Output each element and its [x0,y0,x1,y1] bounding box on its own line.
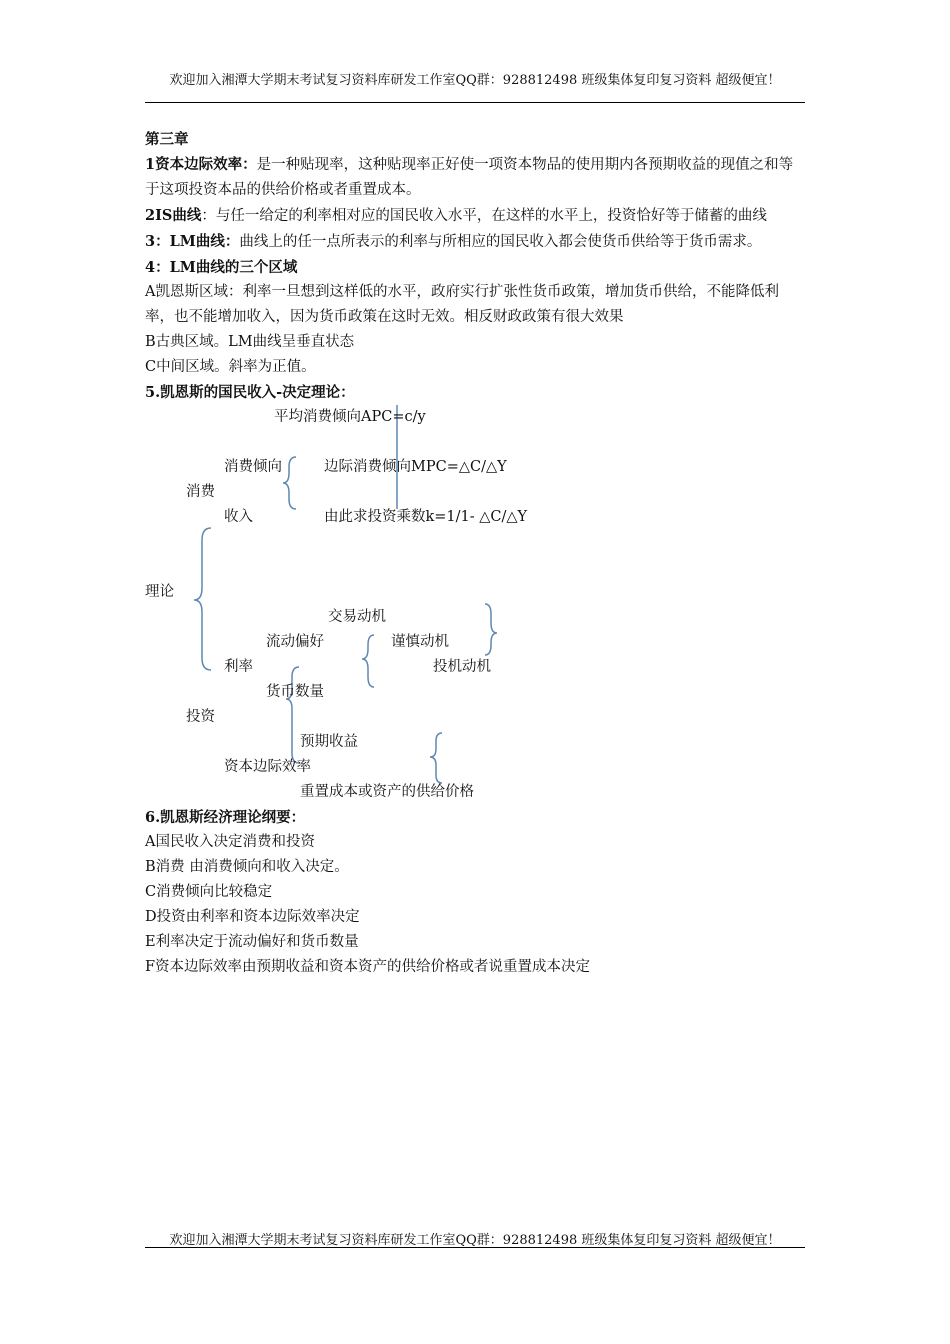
node-money: 货币数量 [266,684,324,700]
definition-is-curve [145,203,807,229]
node-replacement: 重置成本或资产的供给价格 [300,784,474,800]
definition-term: 3：LM曲线： [145,233,240,250]
node-expected: 预期收益 [300,734,358,750]
header-rule [145,102,805,103]
brace-consumption [283,457,296,509]
brace-motives [485,604,497,655]
definition-text: 曲线上的任一点所表示的利率与所相应的国民收入都会使货币供给等于货币需求。 [239,234,762,250]
outline-item: B消费 由消费倾向和收入决定。 [145,859,349,875]
outline-item: C消费倾向比较稳定 [145,884,273,900]
theory-diagram [145,405,807,805]
node-precaution: 谨慎动机 [391,634,449,650]
outline-item: E利率决定于流动偏好和货币数量 [145,934,359,950]
lm-region-item: A凯恩斯区域：利率一旦想到这样低的水平，政府实行扩张性货币政策，增加货币供给，不能降低利率，也不能增加收入，因为货币政策在这时无效。相反财政政策有很大效果 [145,284,779,325]
node-propensity: 消费倾向 [224,459,282,475]
lm-regions-title: 4：LM曲线的三个区域 [145,259,298,276]
definition-text: ：与任一给定的利率相对应的国民收入水平，在这样的水平上，投资恰好等于储蓄的曲线 [201,208,767,224]
node-consumption: 消费 [186,484,215,500]
lm-region-item: C中间区域。斜率为正值。 [145,359,316,375]
node-interest: 利率 [224,659,253,675]
document-body [145,127,807,980]
outline-item: A国民收入决定消费和投资 [145,834,315,850]
outline-item: F资本边际效率由预期收益和资本资产的供给价格或者说重置成本决定 [145,959,591,975]
brace-root [194,528,211,670]
footer-rule [145,1247,805,1248]
theory-title: 5.凯恩斯的国民收入-决定理论： [145,384,355,401]
node-investment: 投资 [186,709,215,725]
node-income: 收入 [224,509,253,525]
page-footer: 欢迎加入湘潭大学期末考试复习资料库研发工作室QQ群：928812498 班级集体复印复习资料 超级便宜！ [169,1233,781,1248]
brace-mec [430,733,442,783]
outline-title: 6.凯恩斯经济理论纲要： [145,809,306,826]
node-speculation: 投机动机 [433,659,491,675]
lm-region-item: B古典区域。LM曲线呈垂直状态 [145,334,355,350]
node-apc: 平均消费倾向APC=c/y [274,409,426,425]
page-header: 欢迎加入湘潭大学期末考试复习资料库研发工作室QQ群：928812498 班级集体复印复习资料 超级便宜！ [169,73,781,88]
node-transaction: 交易动机 [328,609,386,625]
node-root: 理论 [145,584,174,600]
outline-item: D投资由利率和资本边际效率决定 [145,909,360,925]
definition-mec [145,152,807,203]
brace-liquidity [362,635,374,687]
definition-term: 2IS曲线 [145,207,202,224]
chapter-title: 第三章 [145,131,189,148]
definition-text: 是一种贴现率，这种贴现率正好使一项资本物品的使用期内各预期收益的现值之和等于这项投资本品的供给价格或者重置成本。 [145,157,794,198]
node-liquidity: 流动偏好 [266,634,324,650]
node-multiplier: 由此求投资乘数k=1/1- △C/△Y [324,509,528,525]
node-mpc: 边际消费倾向MPC=△C/△Y [324,459,507,475]
node-mec: 资本边际效率 [224,759,311,775]
definition-term: 1资本边际效率： [145,156,257,173]
definition-lm-curve [145,229,807,255]
